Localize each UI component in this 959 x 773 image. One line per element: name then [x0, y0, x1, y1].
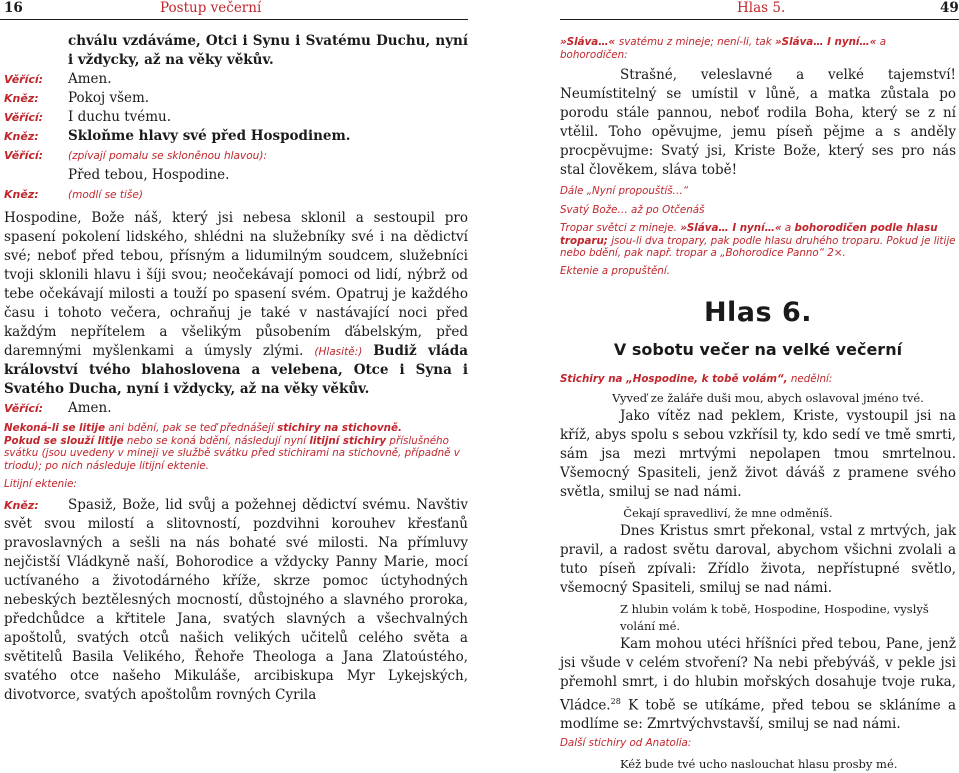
rubric-bold: Nekoná-li se litije [4, 422, 106, 434]
stichira [560, 635, 956, 735]
header-rule-left [0, 19, 468, 20]
rubric-line: Dále „Nyní propouštíš…“ [560, 185, 689, 197]
speaker-label: Kněz: [4, 92, 39, 105]
running-header [0, 0, 959, 20]
dialog-text: I duchu tvému. [68, 109, 172, 125]
stichira-heading [560, 373, 956, 386]
dialog-text: Před tebou, Hospodine. [68, 167, 230, 183]
rubric-line: Ektenie a propuštění. [560, 264, 670, 277]
dialog-text: Amen. [68, 71, 112, 87]
stichira: Dnes Kristus smrt překonal, vstal z mrtvých, jak pravil, a radost světu daroval, abychom všichni zvolali a tuto píseň zpívali: Zřídlo života, nepřístupné světlo, všemocný Spasiteli, smiluj se nad námi. [560, 522, 956, 596]
left-column [4, 32, 468, 705]
verse: Čekají spravedliví, že mne odměníš. [623, 505, 833, 520]
rubric-note: (modlí se tiše) [68, 189, 143, 201]
prayer-text: Hospodine, Bože náš, který jsi nebesa sklonil a sestoupil pro spasení pokolení lidského, shlédni na služebníky své i na dědictví své; neboť před tebou, přísným a lidumilným soudcem, služebníci tvoji sklonili hlavu i šíji svou; neočekávají pomoci od lidí, nýbrž od tebe očekávají milosti a touží po spasení svém. Opatruj je každého času i tohoto večera, ochraňuj je také v nastávající noci před každým nepřítelem a všelikým působením ďábelským, před daremnými myšlenkami a úmysly zlými. [4, 210, 468, 359]
page-number-left: 16 [4, 0, 23, 16]
verse: Kéž bude tvé ucho naslouchat hlasu prosby mé. [620, 756, 898, 771]
page-number-right: 49 [940, 0, 959, 16]
dialog-line [4, 146, 468, 185]
header-title-left: Postup večerní [160, 0, 262, 16]
rubric-block [4, 422, 468, 472]
rubric-text: a bohorodičen: [560, 36, 887, 61]
rubric-text: svatému z mineje; není-li, tak [618, 36, 775, 48]
theotokion: Strašné, veleslavné a velké tajemství! Neumístitelný se umístil v lůně, a matka zůstala po porodu stále pannou, neboť rodila Boha, který se z ní vtělil. Toho opěvujme, jemu píseň pějme a s anděly procpěvujme: Svatý jsi, Kriste Bože, který ses pro nás stal člověkem, sláva tobě! [560, 67, 956, 178]
rubric-bold: litijní stichiry [309, 434, 387, 447]
rubric-block [560, 222, 956, 260]
litany-heading: Litijní ektenie: [4, 478, 77, 490]
rubric-bold: bohorodičen podle hlasu troparu; [560, 222, 938, 247]
speaker-label: Věřící: [4, 111, 44, 124]
dialog-line [4, 89, 468, 108]
rubric-text: a [781, 222, 795, 234]
exclamation: Budiž vláda království tvého blahoslovena a velebena, Otce i Syna i Svatého Ducha, nyní i vždycky, až na věky věkův. [4, 343, 468, 397]
rubric-line: Další stichiry od Anatolia: [560, 737, 692, 749]
dialog-text: Skloňme hlavy své před Hospodinem. [68, 128, 351, 144]
dialog-text: Pokoj všem. [68, 90, 150, 106]
rubric-bold: Pokud se slouží litije [4, 434, 124, 447]
dialog-text: Amen. [68, 400, 112, 416]
speaker-label: Věřící: [4, 402, 44, 415]
intro-doxology: chválu vzdáváme, Otci i Synu i Svatému Duchu, nyní i vždycky, až na věky věkův. [68, 33, 468, 68]
rubric-text: ani bdění, pak se teď přednášejí [105, 422, 278, 434]
rubric-note: (Hlasitě:) [314, 346, 363, 358]
rubric-bold: »Sláva… I nyní…« [680, 222, 782, 234]
rubric-text: nebo se koná bdění, následují nyní [123, 434, 310, 447]
header-rule-right [560, 19, 959, 20]
verse: Vyveď ze žaláře duši mou, abych oslavoval jméno tvé. [612, 390, 924, 405]
dialog-line [4, 399, 468, 418]
prayer-of-inclination [4, 209, 468, 399]
dialog-line [4, 70, 468, 89]
tone-heading: Hlas 6. [703, 297, 813, 328]
rubric-bold: Stichiry na „Hospodine, k tobě volám“, [560, 373, 788, 385]
section-subtitle: V sobotu večer na velké večerní [613, 340, 903, 359]
litany [4, 496, 468, 705]
stichira-text: K tobě se utíkáme, před tebou se skláníme a modlíme se: Zmrtvýchvstavší, smiluj se nad námi. [560, 697, 956, 732]
speaker-label: Věřící: [4, 149, 44, 162]
stichira: Jako vítěz nad peklem, Kriste, vystoupil jsi na kříž, abys spolu s sebou vzkřísil ty, kdo sedí ve tmě smrti, sám jsa mezi mrtvými nepolapen tmou smrtelnou. Všemocný Spasiteli, jenž život dáváš z pramene svého světla, smiluj se nad námi. [560, 407, 956, 500]
rubric-bold: »Sláva…« [560, 36, 619, 48]
footnote-ref: 28 [610, 696, 621, 706]
dialog-line [4, 127, 468, 146]
rubric-text: Tropar světci z mineje. [560, 222, 681, 234]
dialog-line [4, 108, 468, 127]
speaker-label: Věřící: [4, 73, 44, 86]
header-title-right: Hlas 5. [737, 0, 786, 16]
right-column [560, 36, 956, 773]
verse: Z hlubin volám k tobě, Hospodine, Hospodine, vyslyš volání mé. [620, 601, 929, 633]
rubric-bold: »Sláva… I nyní…« [774, 36, 877, 48]
rubric-text: nedělní: [787, 373, 833, 385]
speaker-label: Kněz: [4, 498, 39, 512]
litany-text: Spasiž, Bože, lid svůj a požehnej dědictví svému. Navštiv svět svou milostí a slitovností, pozdvihni korouhev křesťanů pravoslavných a sešli na nás bohaté své milosti. Na přímluvy nejčistší Vládkyně naší, Bohorodice a vždycky Panny Marie, mocí uctívaného a životodárného kříže, skrze pomoc úctyhodných nebeských beztělesných mocností, důstojného a slavného proroka, předchůdce a křtitele Jana, svatých slavných a všechvalných apoštolů, svatých otců našich velikých učitelů celého světa a světitelů Basila Velikého, Řehoře Theologa a Jana Zlatoústého, svatého otce našeho Mikuláše, arcibiskupa Myr Lykejských, divotvorce, svatých apoštolům rovných Cyrila [4, 496, 468, 703]
rubric-block [560, 36, 956, 61]
rubric-bold: stichiry na stichovně. [277, 422, 402, 434]
speaker-label: Kněz: [4, 188, 39, 201]
rubric-note: (zpívají pomalu se skloněnou hlavou): [68, 150, 267, 162]
rubric-text: příslušného svátku (jsou uvedeny v mineji ve službě svátku před stichirami na stichovně, případně v triodu); po nich následuje litijní ektenie. [4, 434, 460, 472]
dialog [4, 70, 468, 205]
rubric-text: jsou-li dva tropary, pak podle hlasu druhého troparu. Pokud je litije nebo bdění, pak např. tropar a „Bohorodice Panno“ 2×. [560, 234, 956, 259]
rubric-line: Svatý Bože… až po Otčenáš [560, 203, 705, 216]
dialog-line [4, 185, 468, 205]
speaker-label: Kněz: [4, 130, 39, 143]
stichira-text: Kam mohou utéci hříšníci před tebou, Pane, jenž jsi všude v celém stvoření? Na nebi přebýváš, v pekle jsi přemohl smrt, i do hlubin mořských dosahuje tvoje ruka, Vládce. [560, 635, 956, 713]
